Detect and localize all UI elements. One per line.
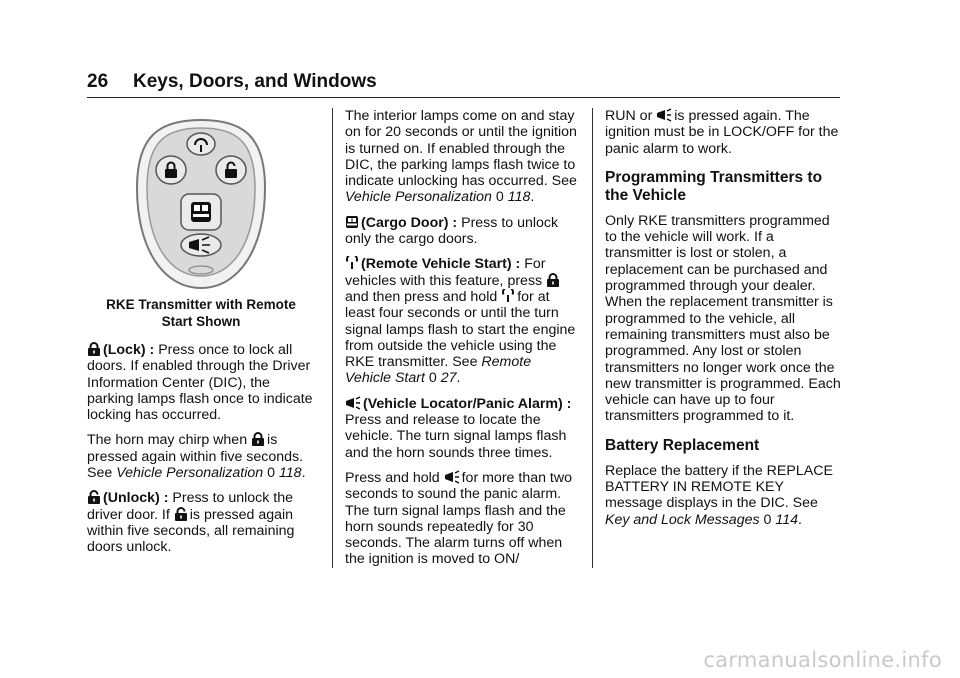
page-ref-number[interactable]: 118: [278, 465, 302, 482]
run-text-2: is pressed again. The ignition must be in LOCK/OFF for the panic alarm to work.: [605, 108, 839, 157]
rke-transmitter-illustration: [135, 118, 267, 290]
page-header: [87, 70, 840, 94]
panic-hold-text-2: for more than two seconds to sound the panic alarm. The turn signal lamps flash and the horn sounds repeatedly for 30 seconds. The alarm turns off when the ignition is moved to ON/: [345, 469, 573, 568]
lock-icon: [87, 342, 101, 356]
cargo-label: (Cargo Door) :: [361, 214, 458, 231]
panic-hold-paragraph: [345, 470, 581, 568]
period: .: [798, 511, 802, 528]
panic-continued-paragraph: [605, 108, 841, 157]
header-rule: [87, 97, 840, 98]
period: .: [301, 465, 306, 482]
remote-start-text-1: For vehicles with this feature, press: [345, 256, 546, 289]
interior-lamps-paragraph: [345, 108, 581, 206]
remote-start-paragraph: [345, 256, 581, 386]
page-ref-symbol: 0: [763, 511, 772, 528]
watermark: carmanualsonline.info: [703, 648, 942, 672]
battery-paragraph: [605, 463, 841, 528]
chirp-text-2: is pressed again within five seconds. See: [87, 432, 304, 482]
cargo-text: Press to unlock only the cargo doors.: [345, 214, 559, 248]
battery-heading: Battery Replacement: [605, 436, 760, 454]
panic-text: Press and release to locate the vehicle. The turn signal lamps flash and the horn sounds three times.: [345, 412, 567, 461]
period: .: [530, 189, 535, 206]
unlock-icon: [87, 490, 101, 504]
lock-label: (Lock) :: [103, 342, 155, 358]
programming-heading: Programming Transmitters to the Vehicle: [605, 168, 823, 204]
column-divider: [592, 108, 593, 568]
battery-text: Replace the battery if the REPLACE BATTERY IN REMOTE KEY message displays in the DIC. See: [605, 462, 833, 512]
page-ref-number[interactable]: 27: [440, 370, 457, 387]
lock-icon: [546, 273, 560, 287]
lock-text: Press once to lock all doors. If enabled through the Driver Information Center (DIC), the parking lamps flash once to indicate locking has occurred.: [87, 342, 313, 424]
remote-start-label: (Remote Vehicle Start) :: [361, 256, 521, 273]
cross-reference-link[interactable]: Key and Lock Messages: [605, 511, 760, 528]
unlock-label: (Unlock) :: [103, 490, 169, 507]
cross-reference-link[interactable]: Remote Vehicle Start: [345, 354, 532, 387]
unlock-text-1: Press to unlock the driver door. If: [87, 490, 294, 523]
column-1: [87, 108, 315, 565]
caption-line-2: Start Shown: [161, 314, 241, 329]
horn-icon: [345, 396, 361, 410]
panic-label: (Vehicle Locator/Panic Alarm) :: [363, 395, 572, 412]
horn-icon: [444, 470, 460, 484]
remote-start-icon: [501, 289, 515, 303]
column-2: [345, 108, 581, 577]
figure-caption: [87, 296, 315, 330]
cross-reference-link[interactable]: Vehicle Personalization: [345, 189, 492, 206]
page-ref-symbol: 0: [428, 370, 437, 387]
lock-paragraph: [87, 342, 315, 423]
cargo-door-icon: [345, 215, 359, 229]
cross-reference-link[interactable]: Vehicle Personalization: [116, 465, 264, 482]
panic-button: [181, 234, 221, 256]
page-ref-number[interactable]: 114: [775, 511, 798, 528]
column-divider: [332, 108, 333, 568]
remote-start-text-2: and then press and hold: [345, 288, 498, 305]
remote-start-text-3: for at least four seconds or until the turn signal lamps flash to start the engine from outside the vehicle using the RKE transmitter. See: [345, 288, 576, 371]
cargo-paragraph: [345, 215, 581, 248]
horn-chirp-paragraph: [87, 432, 315, 481]
period: .: [456, 370, 461, 387]
page-number: 26: [87, 71, 109, 92]
chirp-text-1: The horn may chirp when: [87, 432, 248, 449]
unlock-paragraph: [87, 490, 315, 555]
caption-line-1: RKE Transmitter with Remote: [106, 297, 296, 312]
panic-hold-text-1: Press and hold: [345, 469, 440, 486]
unlock-text-2: is pressed again within five seconds, all remaining doors unlock.: [87, 506, 295, 556]
panic-paragraph: [345, 396, 581, 461]
lock-icon: [251, 432, 265, 446]
unlock-icon: [174, 507, 188, 521]
page-ref-number[interactable]: 118: [507, 189, 531, 206]
column-3: [605, 108, 841, 537]
section-title: Keys, Doors, and Windows: [133, 71, 377, 92]
interior-text: The interior lamps come on and stay on for 20 seconds or until the ignition is turned on. If enabled through the DIC, the parking lamps flash twice to indicate unlocking has occurred. See: [345, 108, 577, 190]
remote-start-icon: [345, 256, 359, 270]
programming-paragraph: Only RKE transmitters programmed to the vehicle will work. If a transmitter is lost or stolen, a replacement can be purchased and programmed through your dealer. When the replacement transmitter is programmed to the vehicle, all remaining transmitters must also be programmed. Any lost or stolen transmitters no longer work once the new transmitter is programmed. Each vehicle can have up to four transmitters programmed to it.: [605, 212, 841, 425]
page-ref-symbol: 0: [495, 189, 504, 206]
run-text-1: RUN or: [605, 108, 653, 124]
page-ref-symbol: 0: [267, 465, 275, 482]
horn-icon: [656, 108, 672, 122]
